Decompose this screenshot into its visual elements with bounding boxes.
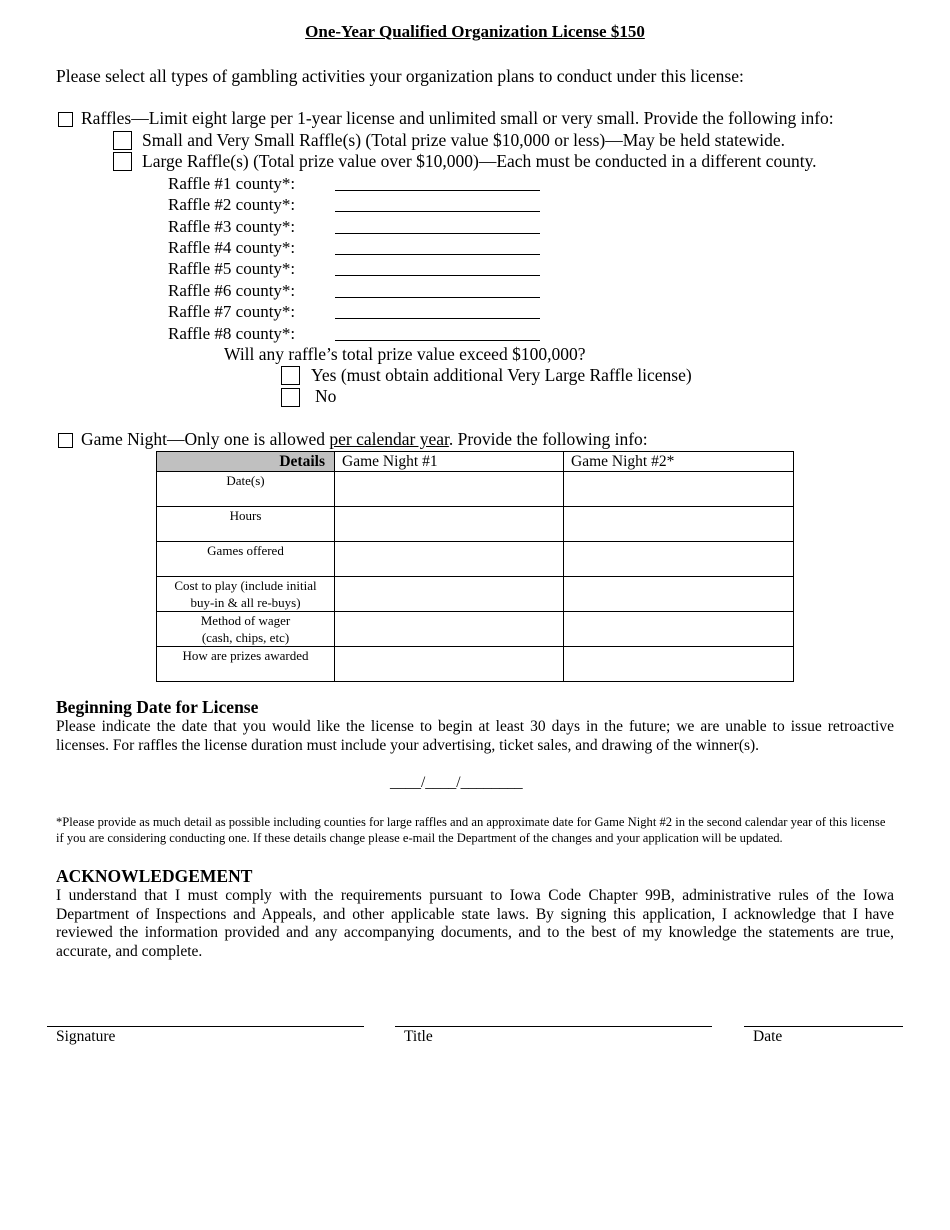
table-row: [157, 577, 794, 612]
cell-prizes-1[interactable]: [335, 647, 564, 682]
intro-text: Please select all types of gambling activities your organization plans to conduct under this license:: [56, 66, 744, 86]
cell-games-1[interactable]: [335, 542, 564, 577]
game-night-label-underlined: per calendar year: [329, 429, 449, 449]
raffles-label: Raffles—Limit eight large per 1-year license and unlimited small or very small. Provide the following info:: [81, 108, 834, 128]
no-checkbox[interactable]: [281, 388, 300, 407]
date-line[interactable]: [744, 1026, 903, 1027]
raffle-8-county-field[interactable]: [335, 340, 540, 341]
cell-dates-1[interactable]: [335, 472, 564, 507]
raffle-2-county-label: Raffle #2 county*:: [168, 195, 296, 214]
small-raffle-label: Small and Very Small Raffle(s) (Total prize value $10,000 or less)—May be held statewide.: [142, 130, 786, 150]
row-label-hours: Hours: [157, 507, 335, 542]
table-row: [157, 647, 794, 682]
raffle-4-county-field[interactable]: [335, 254, 540, 255]
row-label-method-of-wager: Method of wager (cash, chips, etc): [157, 612, 335, 647]
row-label-dates: Date(s): [157, 472, 335, 507]
signature-label: Signature: [56, 1028, 116, 1045]
beginning-date-heading: Beginning Date for License: [56, 697, 259, 717]
game-night-label-start: Game Night—Only one is allowed: [81, 429, 330, 449]
raffle-4-county-label: Raffle #4 county*:: [168, 238, 296, 257]
cell-cost-2[interactable]: [564, 577, 794, 612]
game-night-checkbox[interactable]: [58, 433, 73, 448]
yes-checkbox[interactable]: [281, 366, 300, 385]
raffle-8-county-label: Raffle #8 county*:: [168, 324, 296, 343]
row-label-cost-to-play: Cost to play (include initial buy-in & all re-buys): [157, 577, 335, 612]
title-label: Title: [404, 1028, 433, 1045]
cell-wager-1[interactable]: [335, 612, 564, 647]
raffle-5-county-field[interactable]: [335, 275, 540, 276]
date-label: Date: [753, 1028, 783, 1045]
table-row: [157, 472, 794, 507]
row-label-games-offered: Games offered: [157, 542, 335, 577]
row-label-prizes-awarded: How are prizes awarded: [157, 647, 335, 682]
title-line[interactable]: [395, 1026, 712, 1027]
large-raffle-label: Large Raffle(s) (Total prize value over $10,000)—Each must be conducted in a different county.: [142, 151, 817, 171]
raffle-5-county-label: Raffle #5 county*:: [168, 259, 296, 278]
raffle-2-county-field[interactable]: [335, 211, 540, 212]
no-label: No: [315, 386, 337, 406]
raffle-3-county-label: Raffle #3 county*:: [168, 217, 296, 236]
raffle-6-county-label: Raffle #6 county*:: [168, 281, 296, 300]
page-title: One-Year Qualified Organization License $150: [305, 22, 645, 41]
beginning-date-text: Please indicate the date that you would like the license to begin at least 30 days in the future; we are unable to issue retroactive licenses. For raffles the license duration must include your advertising, ticket sales, and drawing of the winner(s).: [56, 718, 894, 754]
raffle-7-county-field[interactable]: [335, 318, 540, 319]
game-night-label: [81, 429, 648, 450]
cell-games-2[interactable]: [564, 542, 794, 577]
yes-label: Yes (must obtain additional Very Large Raffle license): [311, 365, 692, 385]
prize-value-question: Will any raffle’s total prize value exceed $100,000?: [224, 344, 586, 364]
table-header-details: Details: [157, 452, 335, 472]
raffle-3-county-field[interactable]: [335, 233, 540, 234]
signature-line[interactable]: [47, 1026, 364, 1027]
game-night-label-end: . Provide the following info:: [448, 429, 648, 449]
table-header-game-night-2: Game Night #2*: [564, 452, 794, 472]
table-row: [157, 507, 794, 542]
license-date-field[interactable]: ____/____/________: [390, 774, 523, 791]
raffles-checkbox[interactable]: [58, 112, 73, 127]
table-header-row: [157, 452, 794, 472]
raffle-1-county-label: Raffle #1 county*:: [168, 174, 296, 193]
table-row: [157, 542, 794, 577]
table-row: [157, 612, 794, 647]
raffle-7-county-label: Raffle #7 county*:: [168, 302, 296, 321]
cell-hours-2[interactable]: [564, 507, 794, 542]
cell-cost-1[interactable]: [335, 577, 564, 612]
cell-dates-2[interactable]: [564, 472, 794, 507]
large-raffle-checkbox[interactable]: [113, 152, 132, 171]
footnote: *Please provide as much detail as possible including counties for large raffles and an approximate date for Game Night #2 in the second calendar year of this license if you are considering conducting one. If these details change please e-mail the Department of the changes and your application will be updated.: [56, 815, 886, 845]
acknowledgement-text: I understand that I must comply with the requirements pursuant to Iowa Code Chapter 99B, administrative rules of the Iowa Department of Inspections and Appeals, and other applicable state laws. By signing this application, I acknowledge that I have reviewed the information provided and any accompanying documents, and to the best of my knowledge the statements are true, accurate, and complete.: [56, 887, 894, 961]
game-night-table: [156, 451, 794, 682]
cell-hours-1[interactable]: [335, 507, 564, 542]
acknowledgement-heading: ACKNOWLEDGEMENT: [56, 866, 253, 886]
cell-wager-2[interactable]: [564, 612, 794, 647]
cell-prizes-2[interactable]: [564, 647, 794, 682]
table-header-game-night-1: Game Night #1: [335, 452, 564, 472]
small-raffle-checkbox[interactable]: [113, 131, 132, 150]
raffle-6-county-field[interactable]: [335, 297, 540, 298]
raffle-1-county-field[interactable]: [335, 190, 540, 191]
